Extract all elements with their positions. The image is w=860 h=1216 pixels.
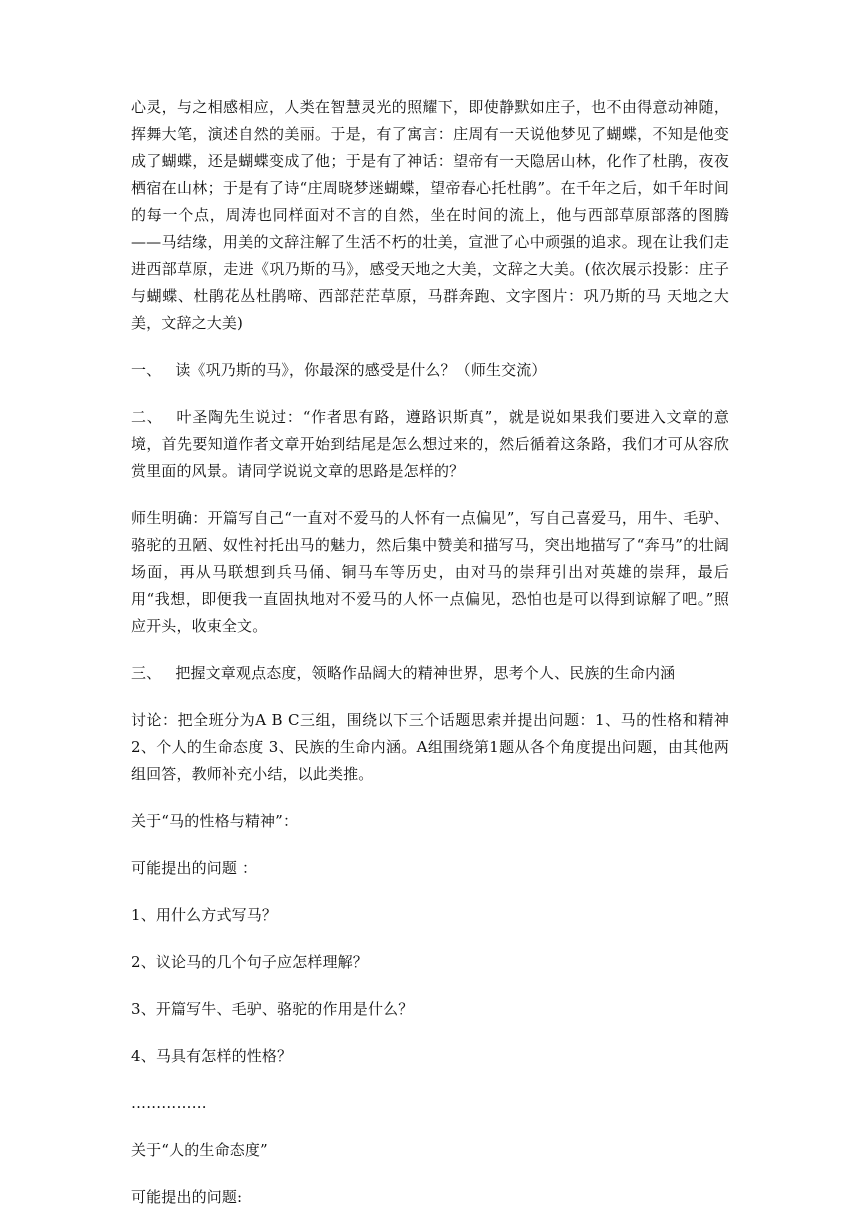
topic-one-heading: 关于“马的性格与精神”： [131, 812, 299, 830]
section-two-text: 叶圣陶先生说过：“作者思有路，遵路识斯真”，就是说如果我们要进入文章的意境，首先要知道作者文章开始到结尾是怎么想过来的，然后循着这条路，我们才可从容欣赏里面的风景。请同学说说文章的思路是怎样的？ [131, 408, 729, 480]
question-item: 4、马具有怎样的性格？ [131, 1047, 293, 1065]
section-three-text: 把握文章观点态度，领略作品阔大的精神世界，思考个人、民族的生命内涵 [175, 664, 676, 682]
section-one-text: 读《巩乃斯的马》，你最深的感受是什么？（师生交流） [175, 361, 547, 379]
question-item: 2、议论马的几个句子应怎样理解？ [131, 953, 368, 971]
possible-questions-label-two: 可能提出的问题: [131, 1188, 243, 1206]
topic-two-heading: 关于“人的生命态度” [131, 1141, 268, 1159]
section-two-number: 二、 [131, 408, 163, 426]
intro-paragraph: 心灵，与之相感相应，人类在智慧灵光的照耀下，即使静默如庄子，也不由得意动神随，挥舞大笔，演述自然的美丽。于是，有了寓言：庄周有一天说他梦见了蝴蝶，不知是他变成了蝴蝶，还是蝴蝶变成了他；于是有了神话：望帝有一天隐居山林，化作了杜鹃，夜夜栖宿在山林；于是有了诗“庄周晓梦迷蝴蝶，望帝春心托杜鹃”。在千年之后，如千年时间的每一个点，周涛也同样面对不言的自然，坐在时间的流上，他与西部草原部落的图腾——马结缘，用美的文辞注解了生活不朽的壮美，宣泄了心中顽强的追求。现在让我们走进西部草原，走进《巩乃斯的马》，感受天地之大美，文辞之大美。(依次展示投影：庄子与蝴蝶、杜鹃花丛杜鹃啼、西部茫茫草原，马群奔跑、文字图片：巩乃斯的马 天地之大美，文辞之大美) [131, 98, 729, 332]
section-one [131, 357, 729, 384]
discussion-paragraph: 讨论：把全班分为A B C三组，围绕以下三个话题思索并提出问题：1、马的性格和精神 2、个人的生命态度 3、民族的生命内涵。A组围绕第1题从各个角度提出问题，由其他两组回答，教师补充小结，以此类推。 [131, 711, 729, 783]
document-page [131, 94, 729, 1211]
ellipsis-line: …………… [131, 1094, 207, 1112]
possible-questions-label-one: 可能提出的问题 ： [131, 859, 258, 877]
question-item: 1、用什么方式写马？ [131, 906, 278, 924]
section-one-number: 一、 [131, 361, 162, 379]
section-two [131, 404, 729, 485]
question-item: 3、开篇写牛、毛驴、骆驼的作用是什么？ [131, 1000, 414, 1018]
section-three [131, 660, 729, 687]
section-three-number: 三、 [131, 664, 162, 682]
teacher-student-paragraph: 师生明确：开篇写自己“一直对不爱马的人怀有一点偏见”，写自己喜爱马，用牛、毛驴、骆驼的丑陋、奴性衬托出马的魅力，然后集中赞美和描写马，突出地描写了“奔马”的壮阔场面，再从马联想到兵马俑、铜马车等历史，由对马的崇拜引出对英雄的崇拜，最后用“我想，即便我一直固执地对不爱马的人怀一点偏见，恐怕也是可以得到谅解了吧。”照应开头，收束全文。 [131, 509, 729, 635]
